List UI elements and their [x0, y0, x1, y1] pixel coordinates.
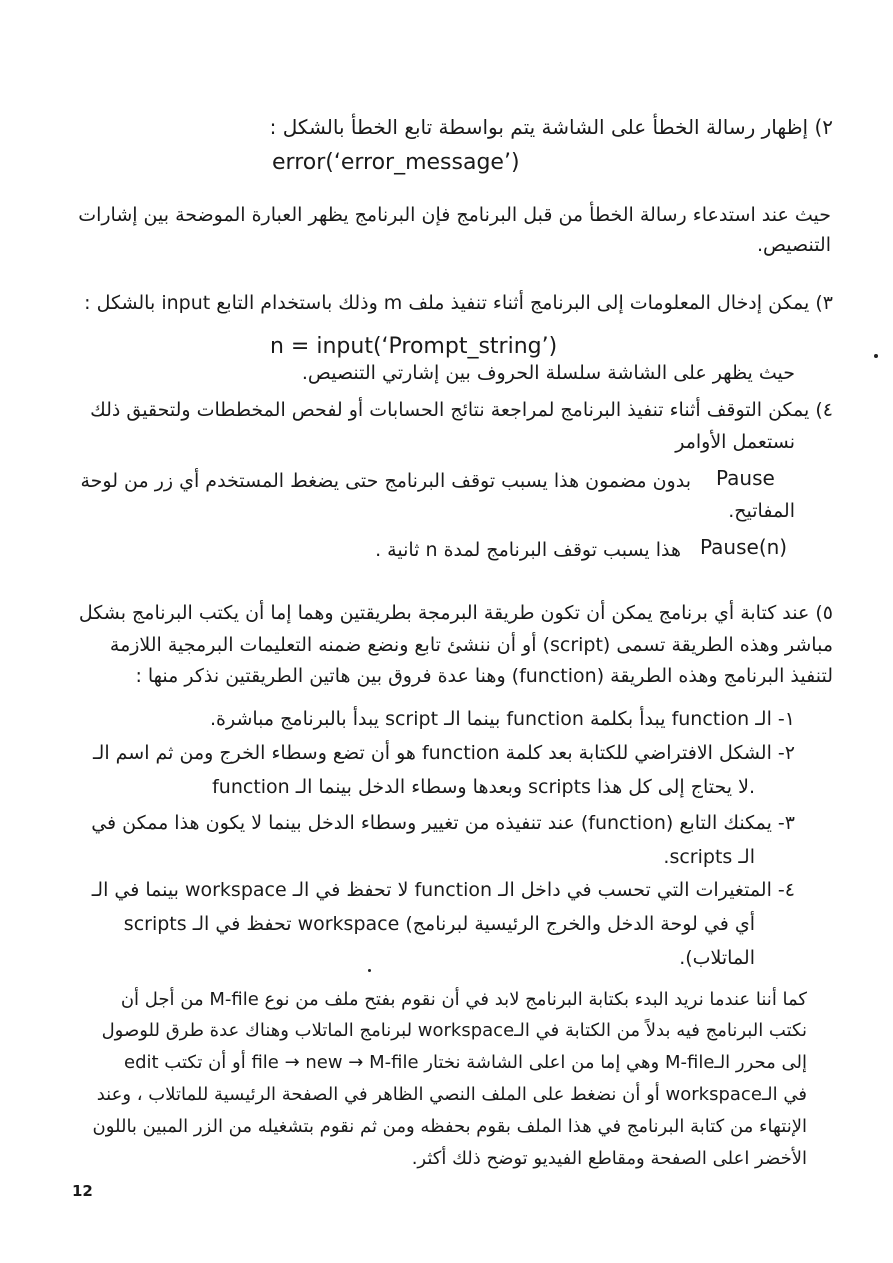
item2-desc-line1: حيث عند استدعاء رسالة الخطأ من قبل البرنامج فإن البرنامج يظهر العبارة الموضحة بين إشارات: [78, 204, 831, 226]
difference-2-line1: ٢- الشكل الافتراضي للكتابة بعد كلمة function هو أن تضع وسطاء الخرج ومن ثم اسم الـ: [92, 742, 795, 764]
pause-description-line1: بدون مضمون هذا يسبب توقف البرنامج حتى يضغط المستخدم أي زر من لوحة: [80, 470, 691, 492]
item2-code: error(‘error_message’): [272, 150, 520, 175]
item3-heading: ٣) يمكن إدخال المعلومات إلى البرنامج أثناء تنفيذ ملف m وذلك باستخدام التابع input بالشكل :: [84, 292, 833, 314]
item5-line3: لتنفيذ البرنامج وهذه الطريقة (function) وهنا عدة فروق بين هاتين الطريقتين نذكر منها :: [135, 665, 833, 687]
item4-heading: ٤) يمكن التوقف أثناء تنفيذ البرنامج لمراجعة نتائج الحسابات أو لفحص المخططات ولتحقيق ذلك: [90, 399, 833, 421]
item5-line2: مباشر وهذه الطريقة تسمى (script) أو أن ننشئ تابع ونضع ضمنه التعليمات البرمجية اللازمة: [109, 634, 833, 656]
stray-dot: [874, 354, 878, 358]
closing-line2: نكتب البرنامج فيه بدلاً من الكتابة في الـworkspace لبرنامج الماتلاب وهناك عدة طرق للوصول: [101, 1020, 807, 1041]
closing-line4: في الـworkspace أو أن نضغط على الملف النصي الظاهر في الصفحة الرئيسية للماتلاب ، وعند: [96, 1084, 807, 1105]
pause-command: Pause: [716, 466, 775, 490]
pause-description-line2: المفاتيح.: [728, 500, 795, 522]
difference-1: ١- الـ function يبدأ بكلمة function بينما الـ script يبدأ بالبرنامج مباشرة.: [209, 708, 795, 730]
difference-3-line2: الـ scripts.: [663, 846, 755, 868]
pausen-command: Pause(n): [700, 535, 788, 559]
page-number: 12: [72, 1182, 93, 1200]
pausen-description: هذا يسبب توقف البرنامج لمدة n ثانية .: [375, 539, 681, 561]
item2-heading: ٢) إظهار رسالة الخطأ على الشاشة يتم بواسطة تابع الخطأ بالشكل :: [269, 115, 833, 139]
difference-3-line1: ٣- يمكنك التابع (function) عند تنفيذه من تغيير وسطاء الدخل بينما لا يكون هذا ممكن في: [91, 812, 795, 834]
closing-line5: الإنتهاء من كتابة البرنامج في هذا الملف بقوم بحفظه ومن ثم نقوم بتشغيله من الزر المبين باللون: [92, 1116, 807, 1137]
closing-line6: الأخضر اعلى الصفحة ومقاطع الفيديو توضح ذلك أكثر.: [411, 1148, 807, 1169]
difference-2-line2: function وبعدها وسطاء الدخل بينما الـ scripts لا يحتاج إلى كل هذا.: [212, 776, 755, 798]
item3-desc: حيث يظهر على الشاشة سلسلة الحروف بين إشارتي التنصيص.: [301, 362, 795, 384]
closing-line3: إلى محرر الـM-file وهي إما من اعلى الشاشة نختار file → new → M-file أو أن تكتب edit: [124, 1052, 807, 1073]
item4-heading-line2: نستعمل الأوامر: [675, 431, 795, 453]
stray-dot-2: [368, 969, 371, 972]
item2-desc-line2: التنصيص.: [756, 234, 831, 256]
item3-code: n = input(‘Prompt_string’): [270, 334, 558, 359]
difference-4-line3: الماتلاب).: [679, 947, 755, 969]
closing-line1: كما أننا عندما نريد البدء بكتابة البرنامج لابد في أن نقوم بفتح ملف من نوع M-file من أجل أن: [120, 989, 807, 1010]
item5-line1: ٥) عند كتابة أي برنامج يمكن أن تكون طريقة البرمجة بطريقتين وهما إما أن يكتب البرنامج بشكل: [78, 602, 833, 624]
difference-4-line1: ٤- المتغيرات التي تحسب في داخل الـ function لا تحفظ في الـ workspace بينما في الـ: [91, 879, 795, 901]
difference-4-line2: scripts تحفظ في الـ workspace (أي في لوحة الدخل والخرج الرئيسية لبرنامج: [123, 913, 755, 935]
